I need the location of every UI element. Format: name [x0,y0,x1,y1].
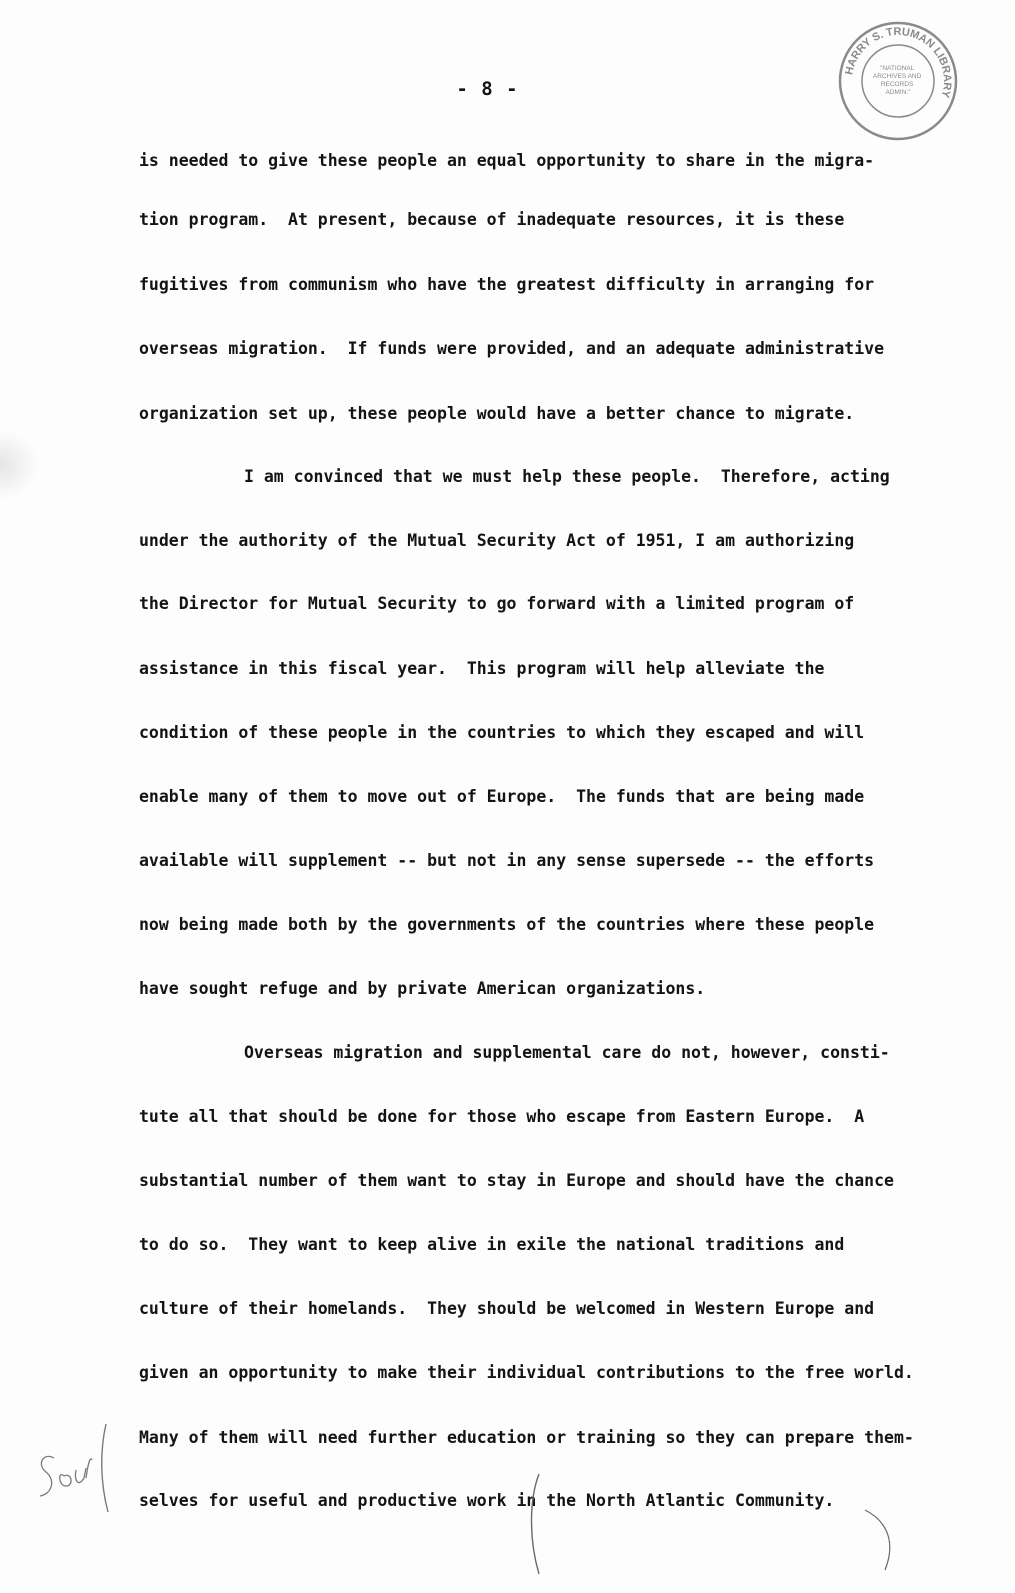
text-line: under the authority of the Mutual Security Act of 1951, I am authorizing [139,531,855,550]
stamp-ring-text: HARRY S. TRUMAN LIBRARY [843,25,954,99]
text-line: Many of them will need further education or training so they can prepare them- [139,1428,914,1447]
handwritten-margin-note [28,1420,118,1520]
text-line: substantial number of them want to stay in Europe and should have the chance [139,1171,894,1190]
text-line: overseas migration. If funds were provided, and an adequate administrative [139,339,885,358]
text-line: enable many of them to move out of Europe. The funds that are being made [139,787,865,806]
text-line: is needed to give these people an equal opportunity to share in the migra- [139,151,875,170]
text-line: available will supplement -- but not in any sense supersede -- the efforts [139,851,875,870]
text-line: I am convinced that we must help these people. Therefore, acting [244,467,890,486]
text-line: fugitives from communism who have the greatest difficulty in arranging for [139,275,875,294]
edge-smudge [0,430,40,500]
text-line: now being made both by the governments of the countries where these people [139,915,875,934]
text-line: organization set up, these people would have a better chance to migrate. [139,404,855,423]
handwritten-bracket [525,1470,925,1580]
text-line: culture of their homelands. They should be welcomed in Western Europe and [139,1299,875,1318]
text-line: to do so. They want to keep alive in exile the national traditions and [139,1235,845,1254]
text-line: tion program. At present, because of inadequate resources, it is these [139,210,845,229]
text-line: selves for useful and productive work in the North Atlantic Community. [139,1491,835,1510]
page-number: - 8 - [456,78,519,100]
svg-text:"NATIONAL ARCHIVES AND: "NATIONAL ARCHIVES AND RECORDS ADMIN." [872,65,922,96]
text-line: tute all that should be done for those who escape from Eastern Europe. A [139,1107,865,1126]
text-line: condition of these people in the countries to which they escaped and will [139,723,865,742]
text-line: given an opportunity to make their individual contributions to the free world. [139,1363,914,1382]
text-line: assistance in this fiscal year. This program will help alleviate the [139,659,825,678]
text-line: have sought refuge and by private American organizations. [139,979,706,998]
text-line: the Director for Mutual Security to go forward with a limited program of [139,594,855,613]
text-line: Overseas migration and supplemental care do not, however, consti- [244,1043,890,1062]
